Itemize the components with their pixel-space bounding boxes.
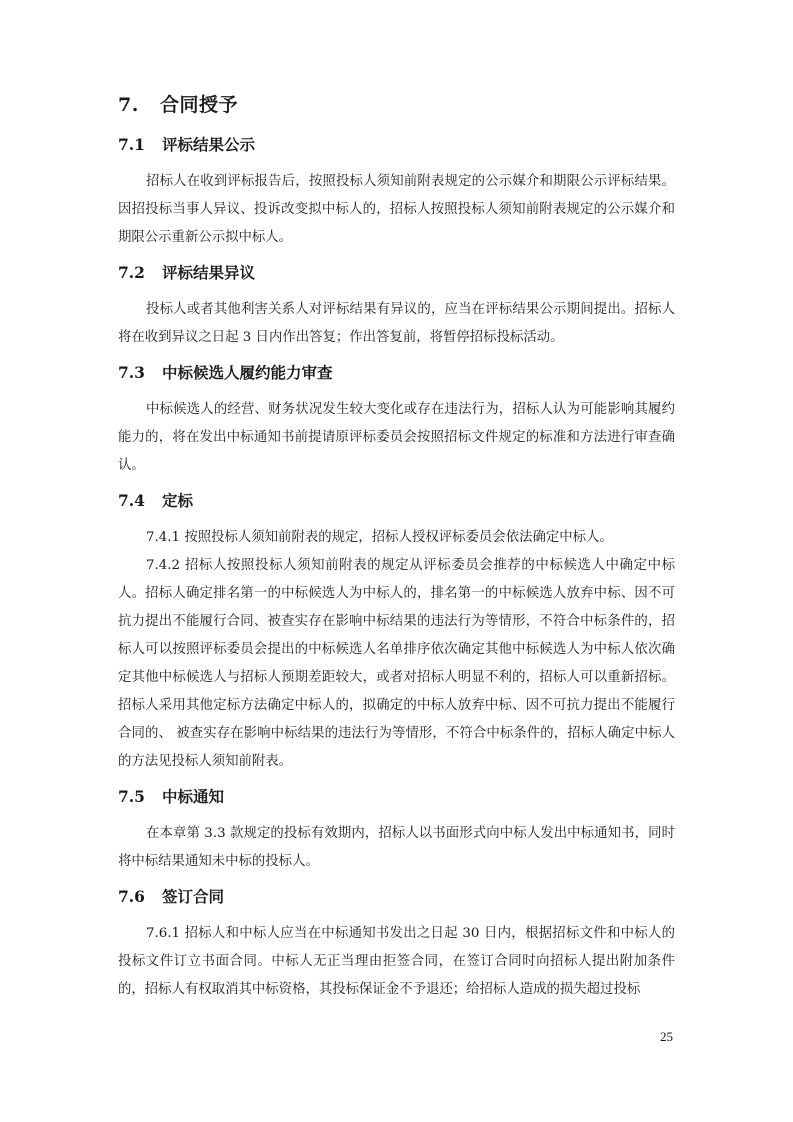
section-title: 中标通知 (162, 787, 225, 806)
section-heading (118, 262, 675, 284)
section-number: 7.4 (118, 491, 145, 510)
section-title: 定标 (162, 491, 194, 510)
section-title: 签订合同 (162, 887, 225, 906)
paragraph: 投标人或者其他利害关系人对评标结果有异议的，应当在评标结果公示期间提出。招标人将在收到异议之日起 3 日内作出答复；作出答复前，将暂停招标投标活动。 (118, 302, 675, 345)
section-title: 评标结果异议 (162, 263, 256, 282)
section-heading (118, 886, 675, 908)
section-number: 7.3 (118, 363, 145, 382)
section-number: 7.2 (118, 263, 145, 282)
paragraph: 招标人在收到评标报告后，按照投标人须知前附表规定的公示媒介和期限公示评标结果。因招投标当事人异议、投诉改变拟中标人的，招标人按照投标人须知前附表规定的公示媒介和期限公示重新公示拟中标人。 (118, 174, 675, 245)
paragraph: 在本章第 3.3 款规定的投标有效期内，招标人以书面形式向中标人发出中标通知书，同时将中标结果通知未中标的投标人。 (118, 826, 675, 869)
section-7-5 (118, 786, 675, 876)
section-title: 评标结果公示 (162, 135, 256, 154)
section-heading (118, 362, 675, 384)
section-number: 7.6 (118, 887, 145, 906)
chapter-number: 7. (118, 94, 139, 116)
chapter-title-text: 合同授予 (160, 94, 239, 116)
section-number: 7.1 (118, 135, 145, 154)
section-number: 7.5 (118, 787, 145, 806)
page-number: 25 (660, 1029, 673, 1044)
paragraph: 中标候选人的经营、财务状况发生较大变化或存在违法行为，招标人认为可能影响其履约能力的，将在发出中标通知书前提请原评标委员会按照招标文件规定的标准和方法进行审查确认。 (118, 402, 675, 473)
document-page (118, 90, 675, 1004)
section-7-4 (118, 490, 675, 776)
section-heading (118, 134, 675, 156)
section-heading (118, 490, 675, 512)
paragraph: 7.4.2 招标人按照投标人须知前附表的规定从评标委员会推荐的中标候选人中确定中标人。招标人确定排名第一的中标候选人为中标人的，排名第一的中标候选人放弃中标、因不可抗力提出不能履行合同、被查实存在影响中标结果的违法行为等情形，不符合中标条件的，招标人可以按照评标委员会提出的中标候选人名单排序依次确定其他中标候选人为中标人依次确定其他中标候选人与招标人预期差距较大，或者对招标人明显不利的，招标人可以重新招标。招标人采用其他定标方法确定中标人的，拟确定的中标人放弃中标、因不可抗力提出不能履行合同的、 被查实存在影响中标结果的违法行为等情形，不符合中标条件的，招标人确定中标人的方法见投标人须知前附表。 (118, 558, 675, 769)
section-heading (118, 786, 675, 808)
chapter-title (118, 90, 675, 120)
section-7-3 (118, 362, 675, 480)
section-7-6 (118, 886, 675, 1004)
section-7-1 (118, 134, 675, 252)
section-title: 中标候选人履约能力审查 (162, 363, 333, 382)
paragraph: 7.4.1 按照投标人须知前附表的规定，招标人授权评标委员会依法确定中标人。 (146, 530, 613, 545)
paragraph: 7.6.1 招标人和中标人应当在中标通知书发出之日起 30 日内，根据招标文件和中标人的投标文件订立书面合同。中标人无正当理由拒签合同，在签订合同时向招标人提出附加条件的，招标人有权取消其中标资格，其投标保证金不予退还；给招标人造成的损失超过投标 (118, 926, 675, 997)
section-7-2 (118, 262, 675, 352)
